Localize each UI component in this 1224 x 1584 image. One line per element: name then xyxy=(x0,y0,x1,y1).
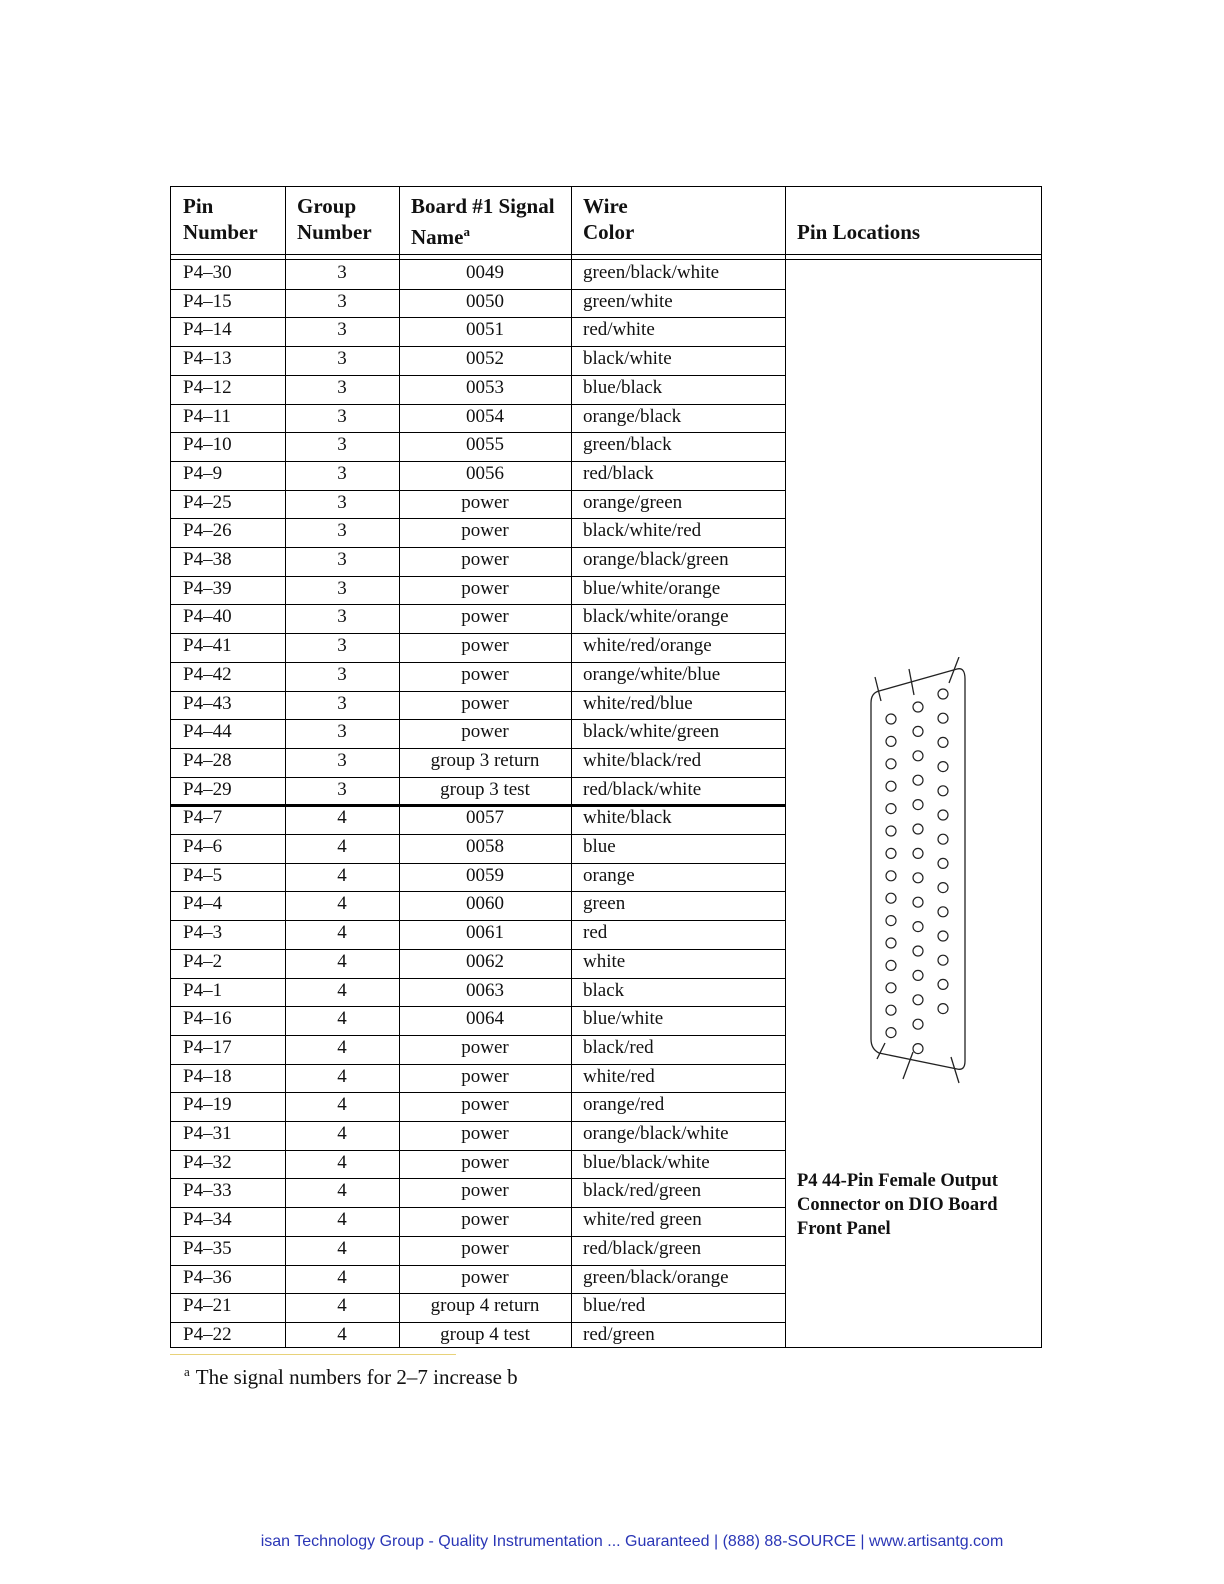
table-row xyxy=(171,1178,785,1207)
table-row xyxy=(171,490,785,519)
wire-color-cell: red/black/green xyxy=(583,1237,702,1259)
group-number-cell: 3 xyxy=(337,721,347,743)
pin-number-cell: P4–44 xyxy=(183,721,232,743)
group-number-cell: 4 xyxy=(337,1094,347,1116)
connector-caption xyxy=(797,1169,1037,1241)
group-number-cell: 3 xyxy=(337,663,347,685)
table-row xyxy=(171,748,785,777)
group-number-cell: 4 xyxy=(337,864,347,886)
wire-color-cell: white/black xyxy=(583,807,672,829)
pin-hole xyxy=(913,726,923,736)
table-row xyxy=(171,576,785,605)
signal-name-cell: 0064 xyxy=(466,1008,504,1030)
pin-number-cell: P4–4 xyxy=(183,893,223,915)
signal-name-cell: 0062 xyxy=(466,950,504,972)
header-pin-number: Pin Number xyxy=(183,194,258,244)
footnote-marker: a xyxy=(184,1364,190,1379)
table-row xyxy=(171,260,785,289)
group-number-cell: 4 xyxy=(337,1180,347,1202)
table-row xyxy=(171,518,785,547)
group-number-cell: 3 xyxy=(337,348,347,370)
wire-color-cell: blue/white xyxy=(583,1008,664,1030)
pin-hole xyxy=(913,702,923,712)
group-number-cell: 4 xyxy=(337,1065,347,1087)
wire-color-cell: blue/black xyxy=(583,376,663,398)
signal-name-cell: power xyxy=(461,1237,509,1259)
pin-number-cell: P4–43 xyxy=(183,692,232,714)
wire-color-cell: black/white/red xyxy=(583,520,702,542)
pin-number-cell: P4–28 xyxy=(183,749,232,771)
table-row xyxy=(171,1265,785,1294)
pin-number-cell: P4–22 xyxy=(183,1323,232,1345)
pin-hole xyxy=(886,736,896,746)
group-number-cell: 4 xyxy=(337,807,347,829)
caption-line: Connector on DIO Board xyxy=(797,1195,998,1215)
pin-number-cell: P4–30 xyxy=(183,262,232,283)
signal-name-cell: power xyxy=(461,1151,509,1173)
group-number-cell: 4 xyxy=(337,1266,347,1288)
signal-name-cell: 0060 xyxy=(466,893,504,915)
pin-number-cell: P4–14 xyxy=(183,319,232,341)
pin-hole xyxy=(913,897,923,907)
pin-hole xyxy=(913,751,923,761)
table-row xyxy=(171,346,785,375)
wire-color-cell: blue xyxy=(583,836,616,857)
signal-name-cell: 0063 xyxy=(466,979,504,1001)
pin-hole xyxy=(938,810,948,820)
pin-number-cell: P4–38 xyxy=(183,549,232,570)
group-number-cell: 3 xyxy=(337,491,347,513)
group-number-cell: 4 xyxy=(337,1008,347,1030)
signal-name-cell: 0049 xyxy=(466,262,504,283)
pin-hole xyxy=(886,826,896,836)
caption-line: Front Panel xyxy=(797,1219,891,1239)
footnote-rule xyxy=(170,1354,456,1355)
signal-name-cell: power xyxy=(461,1094,509,1116)
pin-number-cell: P4–41 xyxy=(183,635,232,657)
pin-number-cell: P4–3 xyxy=(183,922,223,944)
pin-hole xyxy=(886,1028,896,1038)
group-number-cell: 3 xyxy=(337,434,347,456)
group-number-cell: 4 xyxy=(337,922,347,944)
pin-number-cell: P4–21 xyxy=(183,1295,232,1317)
group-number-cell: 3 xyxy=(337,749,347,771)
pin-number-cell: P4–6 xyxy=(183,836,223,857)
pin-hole xyxy=(886,938,896,948)
pin-number-cell: P4–39 xyxy=(183,577,232,599)
wire-color-cell: black/red xyxy=(583,1036,654,1058)
pin-hole xyxy=(886,960,896,970)
group-number-cell: 3 xyxy=(337,549,347,570)
header-pin-locations: Pin Locations xyxy=(797,220,921,244)
table-row xyxy=(171,662,785,691)
table-row xyxy=(171,1121,785,1150)
pin-number-cell: P4–10 xyxy=(183,434,232,456)
pin-number-cell: P4–13 xyxy=(183,348,232,370)
header-signal-name: Board #1 Signal Name$^a$ xyxy=(411,194,555,249)
table-row xyxy=(171,978,785,1007)
signal-name-cell: group 4 test xyxy=(440,1323,530,1345)
table-row xyxy=(171,547,785,576)
pin-hole xyxy=(886,871,896,881)
signal-name-cell: 0058 xyxy=(466,836,504,857)
pin-number-cell: P4–9 xyxy=(183,462,223,484)
signal-name-cell: power xyxy=(461,491,509,513)
page-footer: isan Technology Group - Quality Instrumentation ... Guaranteed | (888) 88-SOURCE | www.artisantg.com xyxy=(260,1533,1004,1550)
signal-name-cell: power xyxy=(461,721,509,743)
group-number-cell: 4 xyxy=(337,1151,347,1173)
signal-name-cell: power xyxy=(461,549,509,570)
leader-line xyxy=(875,677,881,701)
group-number-cell: 3 xyxy=(337,405,347,427)
wire-color-cell: black/white xyxy=(583,348,672,370)
group-number-cell: 4 xyxy=(337,1123,347,1144)
column-divider xyxy=(785,187,786,1347)
table-row xyxy=(171,317,785,346)
table-row xyxy=(171,375,785,404)
leader-line xyxy=(951,1057,959,1083)
signal-name-cell: power xyxy=(461,1036,509,1058)
pin-number-cell: P4–36 xyxy=(183,1266,232,1288)
pin-number-cell: P4–17 xyxy=(183,1036,232,1058)
pin-number-cell: P4–1 xyxy=(183,979,223,1001)
pin-number-cell: P4–15 xyxy=(183,290,232,312)
table-row xyxy=(171,719,785,748)
pin-number-cell: P4–2 xyxy=(183,950,223,972)
pin-number-cell: P4–19 xyxy=(183,1094,232,1116)
table-row xyxy=(171,920,785,949)
pin-hole xyxy=(886,759,896,769)
wire-color-cell: red xyxy=(583,922,608,944)
wire-color-cell: green/black xyxy=(583,434,672,456)
pin-hole xyxy=(913,922,923,932)
table-row xyxy=(171,604,785,633)
signal-name-cell: 0053 xyxy=(466,376,504,398)
signal-name-cell: power xyxy=(461,577,509,599)
group-number-cell: 3 xyxy=(337,462,347,484)
group-number-cell: 4 xyxy=(337,950,347,972)
wire-color-cell: orange xyxy=(583,864,635,886)
group-number-cell: 4 xyxy=(337,1237,347,1259)
pin-hole xyxy=(938,955,948,965)
pin-number-cell: P4–29 xyxy=(183,778,232,800)
pin-hole xyxy=(886,714,896,724)
pin-hole xyxy=(938,737,948,747)
signal-name-cell: power xyxy=(461,1266,509,1288)
signal-name-cell: power xyxy=(461,635,509,657)
pin-number-cell: P4–16 xyxy=(183,1008,232,1030)
pin-hole xyxy=(938,713,948,723)
pin-hole xyxy=(938,979,948,989)
wire-color-cell: blue/red xyxy=(583,1295,646,1317)
wire-color-cell: orange/black/green xyxy=(583,549,729,570)
pin-hole xyxy=(938,762,948,772)
wire-color-cell: green/black/white xyxy=(583,262,720,283)
pin-number-cell: P4–11 xyxy=(183,405,231,427)
signal-name-cell: power xyxy=(461,663,509,685)
signal-name-cell: 0051 xyxy=(466,319,504,341)
table-row xyxy=(171,1236,785,1265)
wire-color-cell: red/green xyxy=(583,1323,655,1345)
signal-name-cell: group 4 return xyxy=(430,1295,540,1317)
signal-name-cell: 0052 xyxy=(466,348,504,370)
group-number-cell: 4 xyxy=(337,893,347,915)
table-row xyxy=(171,805,785,834)
pin-hole xyxy=(938,883,948,893)
wire-color-cell: red/black xyxy=(583,462,654,484)
wire-color-cell: red/white xyxy=(583,319,655,341)
table-row xyxy=(171,432,785,461)
group-number-cell: 3 xyxy=(337,778,347,800)
wire-color-cell: white/red green xyxy=(583,1209,702,1231)
table-row xyxy=(171,1064,785,1093)
header-group-number: Group Number xyxy=(297,194,372,244)
group-number-cell: 4 xyxy=(337,979,347,1001)
pin-hole xyxy=(886,893,896,903)
table-row xyxy=(171,777,785,806)
signal-name-cell: 0059 xyxy=(466,864,504,886)
pin-hole xyxy=(913,873,923,883)
pin-hole xyxy=(938,689,948,699)
signal-name-cell: power xyxy=(461,1065,509,1087)
signal-name-cell: 0061 xyxy=(466,922,504,944)
table-row xyxy=(171,1293,785,1322)
table-row xyxy=(171,289,785,318)
leader-line xyxy=(949,657,959,683)
signal-name-cell: group 3 test xyxy=(440,778,530,800)
table-row xyxy=(171,949,785,978)
pin-number-cell: P4–26 xyxy=(183,520,232,542)
table-row xyxy=(171,1207,785,1236)
signal-name-cell: power xyxy=(461,1209,509,1231)
group-number-cell: 3 xyxy=(337,692,347,714)
wire-color-cell: green/black/orange xyxy=(583,1266,729,1288)
table-row xyxy=(171,1035,785,1064)
wire-color-cell: white/red/blue xyxy=(583,692,693,714)
group-number-cell: 4 xyxy=(337,836,347,857)
table-row xyxy=(171,404,785,433)
table-row xyxy=(171,863,785,892)
group-number-cell: 3 xyxy=(337,635,347,657)
pin-hole xyxy=(938,834,948,844)
group-number-cell: 4 xyxy=(337,1295,347,1317)
group-number-cell: 3 xyxy=(337,262,347,283)
caption-line: P4 44-Pin Female Output xyxy=(797,1171,998,1191)
group-number-cell: 3 xyxy=(337,577,347,599)
connector-diagram xyxy=(861,657,1151,1087)
wire-color-cell: black/white/orange xyxy=(583,606,729,628)
table-row xyxy=(171,633,785,662)
pin-table xyxy=(170,186,1042,1348)
pin-number-cell: P4–12 xyxy=(183,376,232,398)
group-number-cell: 4 xyxy=(337,1323,347,1345)
pin-hole xyxy=(938,931,948,941)
pin-number-cell: P4–32 xyxy=(183,1151,232,1173)
pin-hole xyxy=(913,824,923,834)
wire-color-cell: white/red xyxy=(583,1065,655,1087)
wire-color-cell: orange/white/blue xyxy=(583,663,721,685)
group-number-cell: 3 xyxy=(337,319,347,341)
wire-color-cell: white/red/orange xyxy=(583,635,712,657)
signal-name-cell: power xyxy=(461,1123,509,1144)
pin-hole xyxy=(913,1019,923,1029)
pin-number-cell: P4–42 xyxy=(183,663,232,685)
wire-color-cell: black/red/green xyxy=(583,1180,702,1202)
pin-hole xyxy=(938,786,948,796)
wire-color-cell: orange/black xyxy=(583,405,682,427)
pin-hole xyxy=(886,1005,896,1015)
pin-hole xyxy=(886,848,896,858)
signal-name-cell: power xyxy=(461,606,509,628)
pin-hole xyxy=(886,983,896,993)
table-row xyxy=(171,1322,785,1351)
pin-hole xyxy=(886,781,896,791)
pin-number-cell: P4–18 xyxy=(183,1065,232,1087)
table-row xyxy=(171,461,785,490)
table-row xyxy=(171,1150,785,1179)
wire-color-cell: blue/black/white xyxy=(583,1151,710,1173)
wire-color-cell: black/white/green xyxy=(583,721,720,743)
wire-color-cell: white xyxy=(583,950,626,972)
signal-name-cell: 0056 xyxy=(466,462,504,484)
signal-name-cell: power xyxy=(461,692,509,714)
group-number-cell: 3 xyxy=(337,520,347,542)
signal-name-cell: 0050 xyxy=(466,290,504,312)
leader-line xyxy=(903,1052,913,1079)
wire-color-cell: green/white xyxy=(583,290,673,312)
pin-number-cell: P4–35 xyxy=(183,1237,232,1259)
wire-color-cell: white/black/red xyxy=(583,749,702,771)
table-row xyxy=(171,834,785,863)
pin-number-cell: P4–34 xyxy=(183,1209,232,1231)
footnote xyxy=(184,1364,518,1390)
wire-color-cell: orange/black/white xyxy=(583,1123,729,1144)
pin-hole xyxy=(886,916,896,926)
signal-name-cell: 0054 xyxy=(466,405,504,427)
pin-hole xyxy=(913,1044,923,1054)
table-row xyxy=(171,691,785,720)
pin-hole xyxy=(913,800,923,810)
pin-number-cell: P4–40 xyxy=(183,606,232,628)
group-number-cell: 3 xyxy=(337,606,347,628)
group-number-cell: 4 xyxy=(337,1036,347,1058)
signal-name-cell: 0055 xyxy=(466,434,504,456)
wire-color-cell: red/black/white xyxy=(583,778,702,800)
pin-number-cell: P4–31 xyxy=(183,1123,232,1144)
signal-name-cell: power xyxy=(461,520,509,542)
pin-hole xyxy=(913,995,923,1005)
pin-hole xyxy=(938,858,948,868)
group-number-cell: 3 xyxy=(337,290,347,312)
pin-number-cell: P4–25 xyxy=(183,491,232,513)
pin-number-cell: P4–7 xyxy=(183,807,223,829)
pin-hole xyxy=(913,970,923,980)
wire-color-cell: blue/white/orange xyxy=(583,577,721,599)
wire-color-cell: orange/red xyxy=(583,1094,665,1116)
table-row xyxy=(171,891,785,920)
pin-hole xyxy=(938,907,948,917)
pin-hole xyxy=(913,775,923,785)
footnote-text: The signal numbers for 2–7 increase b xyxy=(195,1365,518,1389)
pin-hole xyxy=(886,804,896,814)
pin-hole xyxy=(913,848,923,858)
pin-hole xyxy=(938,1004,948,1014)
header-wire-color: Wire Color xyxy=(583,194,635,244)
wire-color-cell: orange/green xyxy=(583,491,683,513)
leader-line xyxy=(877,1043,885,1059)
table-row xyxy=(171,1092,785,1121)
table-row xyxy=(171,1006,785,1035)
pin-hole xyxy=(913,946,923,956)
wire-color-cell: black xyxy=(583,979,625,1001)
signal-name-cell: group 3 return xyxy=(430,749,540,771)
pin-number-cell: P4–33 xyxy=(183,1180,232,1202)
signal-name-cell: 0057 xyxy=(466,807,504,829)
group-number-cell: 3 xyxy=(337,376,347,398)
group-number-cell: 4 xyxy=(337,1209,347,1231)
wire-color-cell: green xyxy=(583,893,626,915)
signal-name-cell: power xyxy=(461,1180,509,1202)
pin-number-cell: P4–5 xyxy=(183,864,223,886)
